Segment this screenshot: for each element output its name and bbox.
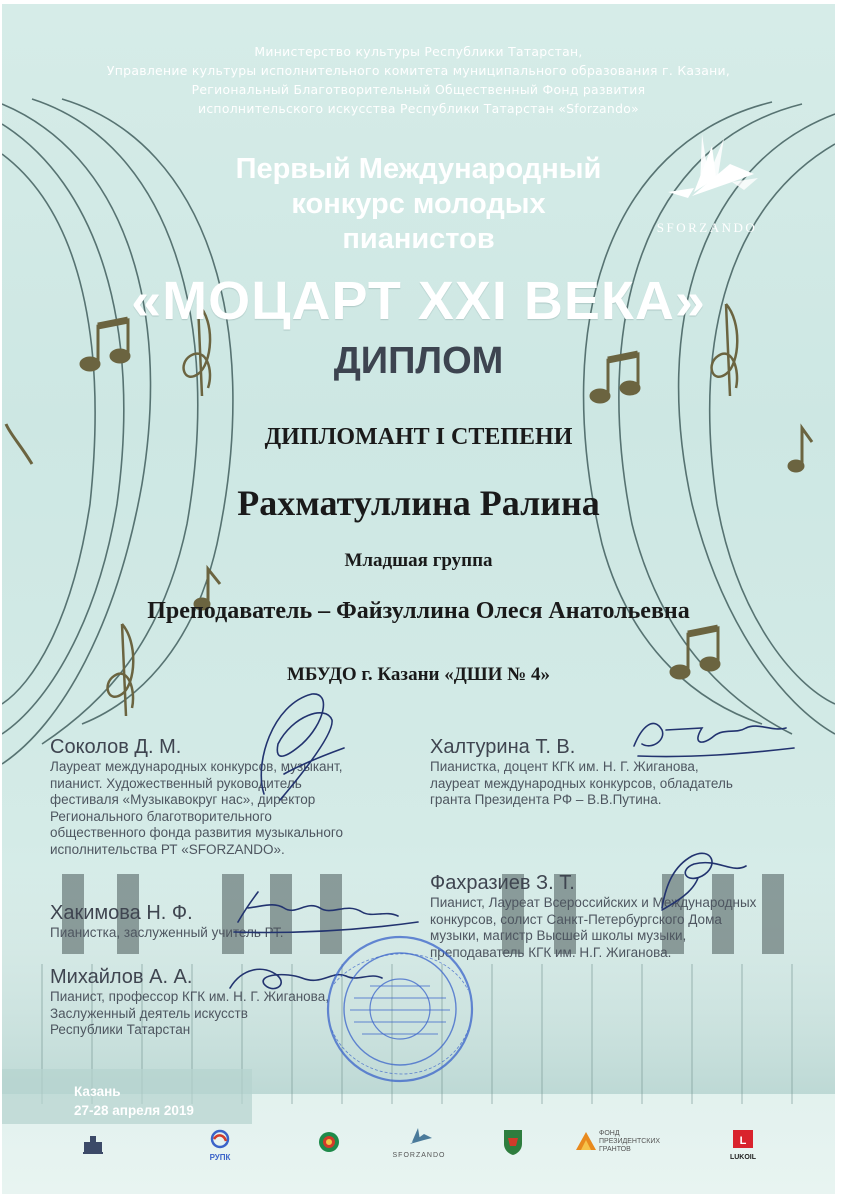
jury-desc-line: общественного фонда развития музыкального	[50, 825, 344, 840]
jury-name: Фахразиев З. Т.	[430, 872, 575, 894]
jury-desc-line: Регионального благотворительного	[50, 808, 272, 824]
age-group: Младшая группа	[344, 550, 493, 571]
contest-title-line-2: конкурс молодых	[291, 188, 546, 220]
jury-desc-line: Лауреат международных конкурсов, музыкант,	[50, 759, 343, 774]
organizer-line-1: Министерство культуры Республики Татарстан,	[254, 44, 583, 59]
presidential-grants-logo	[574, 1130, 664, 1154]
tatarstan-emblem	[314, 1130, 344, 1158]
jury-desc-line: Пианистка, доцент КГК им. Н. Г. Жиганова,	[430, 759, 699, 774]
jury-description	[430, 759, 810, 809]
jury-member-fakhraziev	[430, 872, 830, 961]
recipient-name: Рахматуллина Ралина	[237, 483, 600, 523]
rupk-logo	[190, 1128, 250, 1162]
contest-title-line-3: пианистов	[342, 223, 495, 255]
sforzando-bird-small	[384, 1126, 454, 1160]
award-degree: ДИПЛОМАНТ I СТЕПЕНИ	[264, 424, 573, 450]
jury-description	[50, 759, 420, 858]
jury-desc-line: музыки, магистр Высшей школы музыки,	[430, 928, 687, 943]
school-line: МБУДО г. Казани «ДШИ № 4»	[286, 664, 551, 685]
jury-desc-line: гранта Президента РФ – В.В.Путина.	[430, 792, 662, 807]
lukoil-logo	[718, 1128, 768, 1162]
jury-desc-line: лауреат международных конкурсов, обладатель	[430, 775, 733, 791]
rupk-label: РУПК	[209, 1153, 231, 1162]
jury-name: Михайлов А. А.	[50, 966, 193, 988]
contest-title	[152, 152, 685, 257]
event-date: 27-28 апреля 2019	[74, 1103, 194, 1118]
jury-desc-line: Республики Татарстан	[50, 1022, 191, 1037]
diploma-sheet	[2, 4, 835, 1194]
organizer-line-2: Управление культуры исполнительного комитета муниципального образования г. Казани,	[106, 63, 731, 78]
jury-description	[430, 895, 830, 961]
jury-desc-line: исполнительства РТ «SFORZANDO».	[50, 841, 285, 857]
jury-desc-line: Пианист, профессор КГК им. Н. Г. Жиганова,	[50, 989, 329, 1004]
jury-desc-line: пианист. Художественный руководитель	[50, 775, 302, 791]
jury-desc-line: преподаватель КГК им. Н.Г. Жиганова.	[430, 944, 672, 960]
sforzando-small-label: SFORZANDO	[392, 1152, 446, 1159]
svg-text:L: L	[739, 1135, 747, 1147]
contest-brand: «МОЦАРТ XXI ВЕКА»	[131, 271, 706, 331]
jury-name: Хакимова Н. Ф.	[50, 902, 193, 924]
kazan-coat-of-arms	[498, 1128, 528, 1160]
lukoil-label: LUKOIL	[729, 1154, 757, 1161]
document-type: ДИПЛОМ	[333, 340, 504, 382]
contest-title-line-1: Первый Международный	[235, 153, 602, 185]
organizer-line-3: Региональный Благотворительный Общественный Фонд развития	[191, 82, 646, 97]
jury-desc-line: Пианист, Лауреат Всероссийских и Международных	[430, 895, 757, 910]
jury-desc-line: конкурсов, солист Санкт-Петербургского Дома	[430, 911, 722, 927]
organizers-block	[2, 42, 835, 118]
organization-stamp	[310, 934, 490, 1084]
sponsor-logos	[2, 1122, 835, 1194]
jury-desc-line: Пианистка, заслуженный учитель РТ.	[50, 925, 284, 940]
jury-name: Халтурина Т. В.	[430, 736, 576, 758]
jury-member-khalturina	[430, 736, 810, 809]
jury-desc-line: Заслуженный деятель искусств	[50, 1005, 248, 1021]
jury-member-sokolov	[50, 736, 420, 858]
jury-desc-line: фестиваля «Музыкавокруг нас», директор	[50, 792, 316, 807]
jury-name: Соколов Д. М.	[50, 736, 182, 758]
city-building-icon	[78, 1132, 108, 1160]
city-date-block	[74, 1082, 194, 1120]
presidential-grants-label: ФОНД ПРЕЗИДЕНТСКИХ ГРАНТОВ	[599, 1130, 661, 1153]
teacher-line: Преподаватель – Файзуллина Олеся Анатольевна	[147, 598, 690, 624]
organizer-line-4: исполнительского искусства Республики Татарстан «Sforzando»	[197, 101, 640, 116]
sforzando-logo-text: SFORZANDO	[656, 220, 758, 235]
city: Казань	[74, 1084, 121, 1099]
